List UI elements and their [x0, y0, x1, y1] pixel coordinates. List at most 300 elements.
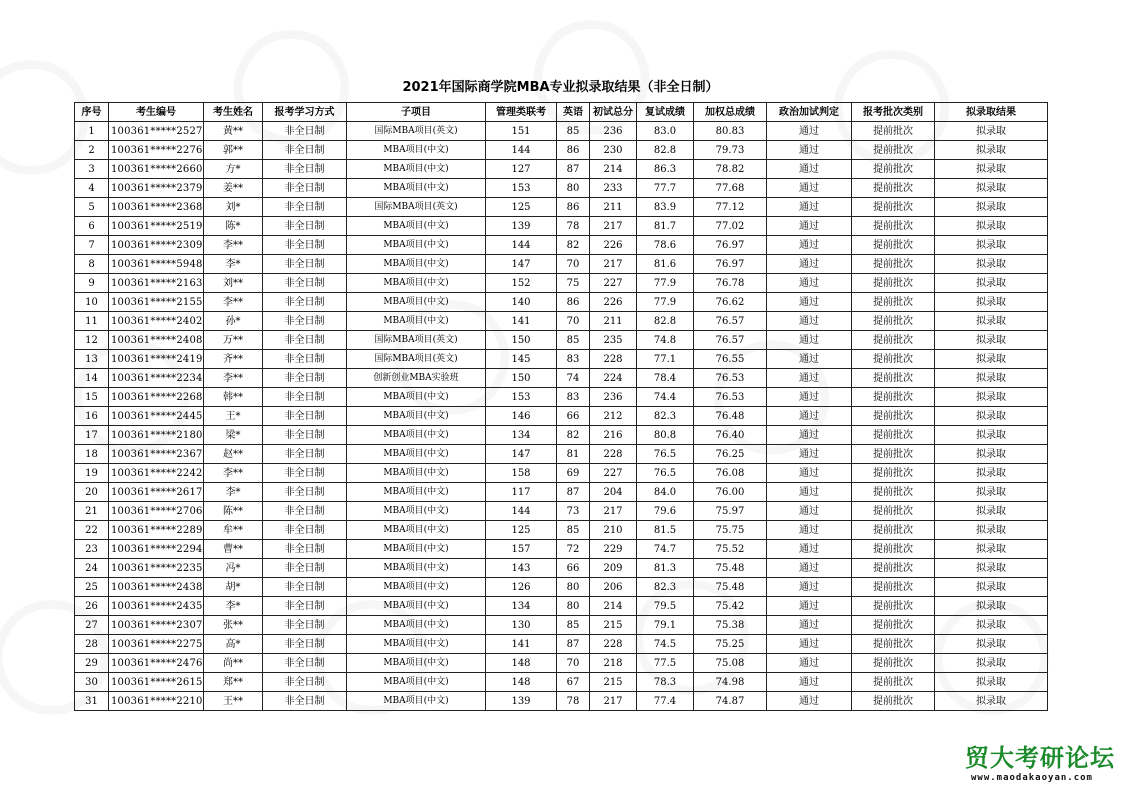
cell-weighted-total: 79.73	[694, 141, 767, 160]
cell-weighted-total: 76.53	[694, 388, 767, 407]
table-row	[75, 673, 1048, 692]
cell-study-mode: 非全日制	[263, 217, 347, 236]
cell-admission-result: 拟录取	[935, 350, 1048, 369]
cell-initial-total: 228	[590, 350, 637, 369]
cell-index: 19	[75, 464, 109, 483]
cell-english: 87	[557, 483, 590, 502]
table-row	[75, 312, 1048, 331]
cell-admission-result: 拟录取	[935, 141, 1048, 160]
cell-politics-check: 通过	[767, 274, 852, 293]
table-row	[75, 559, 1048, 578]
cell-index: 29	[75, 654, 109, 673]
cell-retest-score: 82.3	[637, 578, 694, 597]
cell-retest-score: 77.5	[637, 654, 694, 673]
cell-candidate-id: 100361*****2234	[109, 369, 204, 388]
cell-batch-type: 提前批次	[852, 445, 935, 464]
table-row	[75, 141, 1048, 160]
cell-candidate-id: 100361*****2435	[109, 597, 204, 616]
cell-index: 7	[75, 236, 109, 255]
cell-retest-score: 81.5	[637, 521, 694, 540]
cell-subprogram: MBA项目(中文)	[347, 274, 486, 293]
cell-english: 75	[557, 274, 590, 293]
cell-english: 73	[557, 502, 590, 521]
cell-name: 王*	[204, 407, 263, 426]
cell-initial-total: 233	[590, 179, 637, 198]
cell-english: 74	[557, 369, 590, 388]
cell-management-exam: 157	[486, 540, 557, 559]
cell-study-mode: 非全日制	[263, 331, 347, 350]
table-row	[75, 464, 1048, 483]
cell-candidate-id: 100361*****2660	[109, 160, 204, 179]
cell-admission-result: 拟录取	[935, 293, 1048, 312]
cell-study-mode: 非全日制	[263, 597, 347, 616]
cell-retest-score: 78.3	[637, 673, 694, 692]
cell-study-mode: 非全日制	[263, 445, 347, 464]
cell-subprogram: 国际MBA项目(英文)	[347, 122, 486, 141]
cell-initial-total: 215	[590, 616, 637, 635]
cell-weighted-total: 76.08	[694, 464, 767, 483]
cell-initial-total: 210	[590, 521, 637, 540]
cell-subprogram: 国际MBA项目(英文)	[347, 198, 486, 217]
cell-politics-check: 通过	[767, 217, 852, 236]
table-row	[75, 369, 1048, 388]
cell-subprogram: MBA项目(中文)	[347, 559, 486, 578]
table-row	[75, 616, 1048, 635]
cell-subprogram: MBA项目(中文)	[347, 464, 486, 483]
cell-study-mode: 非全日制	[263, 160, 347, 179]
table-row	[75, 331, 1048, 350]
col-header-study-mode: 报考学习方式	[263, 103, 347, 122]
cell-admission-result: 拟录取	[935, 312, 1048, 331]
cell-index: 14	[75, 369, 109, 388]
cell-study-mode: 非全日制	[263, 369, 347, 388]
cell-batch-type: 提前批次	[852, 597, 935, 616]
cell-study-mode: 非全日制	[263, 521, 347, 540]
cell-weighted-total: 74.87	[694, 692, 767, 711]
cell-admission-result: 拟录取	[935, 217, 1048, 236]
cell-name: 李*	[204, 597, 263, 616]
cell-admission-result: 拟录取	[935, 407, 1048, 426]
cell-management-exam: 147	[486, 255, 557, 274]
table-row	[75, 445, 1048, 464]
col-header-name: 考生姓名	[204, 103, 263, 122]
cell-name: 李**	[204, 293, 263, 312]
cell-english: 83	[557, 350, 590, 369]
cell-english: 70	[557, 255, 590, 274]
cell-admission-result: 拟录取	[935, 502, 1048, 521]
cell-study-mode: 非全日制	[263, 578, 347, 597]
cell-batch-type: 提前批次	[852, 616, 935, 635]
cell-management-exam: 125	[486, 198, 557, 217]
cell-candidate-id: 100361*****2210	[109, 692, 204, 711]
cell-batch-type: 提前批次	[852, 312, 935, 331]
table-row	[75, 122, 1048, 141]
cell-politics-check: 通过	[767, 635, 852, 654]
cell-admission-result: 拟录取	[935, 540, 1048, 559]
cell-weighted-total: 76.53	[694, 369, 767, 388]
cell-politics-check: 通过	[767, 578, 852, 597]
cell-politics-check: 通过	[767, 597, 852, 616]
cell-name: 刘**	[204, 274, 263, 293]
cell-batch-type: 提前批次	[852, 540, 935, 559]
cell-weighted-total: 75.25	[694, 635, 767, 654]
cell-candidate-id: 100361*****2402	[109, 312, 204, 331]
cell-name: 陈**	[204, 502, 263, 521]
cell-weighted-total: 75.48	[694, 559, 767, 578]
cell-weighted-total: 76.00	[694, 483, 767, 502]
cell-index: 3	[75, 160, 109, 179]
cell-study-mode: 非全日制	[263, 312, 347, 331]
cell-index: 12	[75, 331, 109, 350]
cell-index: 1	[75, 122, 109, 141]
col-header-candidate-id: 考生编号	[109, 103, 204, 122]
cell-candidate-id: 100361*****2268	[109, 388, 204, 407]
cell-subprogram: MBA项目(中文)	[347, 445, 486, 464]
cell-retest-score: 74.7	[637, 540, 694, 559]
table-row	[75, 293, 1048, 312]
cell-batch-type: 提前批次	[852, 293, 935, 312]
cell-batch-type: 提前批次	[852, 559, 935, 578]
cell-name: 李*	[204, 483, 263, 502]
cell-candidate-id: 100361*****2163	[109, 274, 204, 293]
cell-admission-result: 拟录取	[935, 198, 1048, 217]
cell-management-exam: 148	[486, 673, 557, 692]
cell-management-exam: 144	[486, 236, 557, 255]
cell-initial-total: 217	[590, 217, 637, 236]
cell-retest-score: 79.5	[637, 597, 694, 616]
cell-initial-total: 228	[590, 445, 637, 464]
cell-index: 22	[75, 521, 109, 540]
cell-english: 80	[557, 578, 590, 597]
cell-retest-score: 76.5	[637, 464, 694, 483]
cell-index: 17	[75, 426, 109, 445]
cell-candidate-id: 100361*****2519	[109, 217, 204, 236]
cell-english: 78	[557, 217, 590, 236]
cell-politics-check: 通过	[767, 426, 852, 445]
cell-index: 28	[75, 635, 109, 654]
brand-logo	[965, 744, 1123, 784]
cell-english: 69	[557, 464, 590, 483]
cell-candidate-id: 100361*****2476	[109, 654, 204, 673]
cell-subprogram: MBA项目(中文)	[347, 179, 486, 198]
cell-study-mode: 非全日制	[263, 540, 347, 559]
cell-name: 韩**	[204, 388, 263, 407]
cell-politics-check: 通过	[767, 692, 852, 711]
cell-retest-score: 74.4	[637, 388, 694, 407]
cell-retest-score: 74.5	[637, 635, 694, 654]
table-row	[75, 388, 1048, 407]
cell-weighted-total: 77.12	[694, 198, 767, 217]
cell-name: 胡*	[204, 578, 263, 597]
cell-study-mode: 非全日制	[263, 141, 347, 160]
cell-index: 4	[75, 179, 109, 198]
cell-weighted-total: 75.52	[694, 540, 767, 559]
cell-retest-score: 81.3	[637, 559, 694, 578]
cell-initial-total: 211	[590, 198, 637, 217]
cell-weighted-total: 76.25	[694, 445, 767, 464]
cell-politics-check: 通过	[767, 179, 852, 198]
cell-politics-check: 通过	[767, 673, 852, 692]
cell-politics-check: 通过	[767, 369, 852, 388]
cell-subprogram: 创新创业MBA实验班	[347, 369, 486, 388]
cell-subprogram: 国际MBA项目(英文)	[347, 350, 486, 369]
table-row	[75, 179, 1048, 198]
cell-index: 13	[75, 350, 109, 369]
cell-subprogram: MBA项目(中文)	[347, 388, 486, 407]
cell-admission-result: 拟录取	[935, 122, 1048, 141]
cell-management-exam: 153	[486, 179, 557, 198]
cell-candidate-id: 100361*****2438	[109, 578, 204, 597]
cell-politics-check: 通过	[767, 616, 852, 635]
cell-batch-type: 提前批次	[852, 331, 935, 350]
cell-candidate-id: 100361*****2307	[109, 616, 204, 635]
cell-retest-score: 83.0	[637, 122, 694, 141]
cell-index: 21	[75, 502, 109, 521]
cell-candidate-id: 100361*****2419	[109, 350, 204, 369]
cell-subprogram: MBA项目(中文)	[347, 483, 486, 502]
cell-name: 李**	[204, 369, 263, 388]
cell-management-exam: 150	[486, 331, 557, 350]
cell-initial-total: 224	[590, 369, 637, 388]
cell-candidate-id: 100361*****2615	[109, 673, 204, 692]
cell-politics-check: 通过	[767, 236, 852, 255]
cell-english: 81	[557, 445, 590, 464]
cell-initial-total: 227	[590, 464, 637, 483]
cell-index: 15	[75, 388, 109, 407]
cell-subprogram: MBA项目(中文)	[347, 692, 486, 711]
cell-politics-check: 通过	[767, 312, 852, 331]
cell-batch-type: 提前批次	[852, 407, 935, 426]
cell-weighted-total: 75.42	[694, 597, 767, 616]
cell-management-exam: 151	[486, 122, 557, 141]
cell-name: 齐**	[204, 350, 263, 369]
cell-candidate-id: 100361*****2368	[109, 198, 204, 217]
cell-batch-type: 提前批次	[852, 141, 935, 160]
cell-admission-result: 拟录取	[935, 616, 1048, 635]
col-header-subprogram: 子项目	[347, 103, 486, 122]
table-row	[75, 540, 1048, 559]
cell-index: 31	[75, 692, 109, 711]
cell-management-exam: 145	[486, 350, 557, 369]
cell-index: 18	[75, 445, 109, 464]
cell-management-exam: 139	[486, 217, 557, 236]
cell-study-mode: 非全日制	[263, 559, 347, 578]
cell-initial-total: 228	[590, 635, 637, 654]
col-header-batch-type: 报考批次类别	[852, 103, 935, 122]
cell-candidate-id: 100361*****2617	[109, 483, 204, 502]
cell-study-mode: 非全日制	[263, 426, 347, 445]
cell-name: 王**	[204, 692, 263, 711]
cell-subprogram: MBA项目(中文)	[347, 407, 486, 426]
cell-study-mode: 非全日制	[263, 388, 347, 407]
cell-management-exam: 139	[486, 692, 557, 711]
cell-admission-result: 拟录取	[935, 559, 1048, 578]
table-row	[75, 483, 1048, 502]
cell-english: 80	[557, 179, 590, 198]
cell-retest-score: 82.8	[637, 141, 694, 160]
cell-management-exam: 140	[486, 293, 557, 312]
cell-retest-score: 77.4	[637, 692, 694, 711]
cell-retest-score: 78.6	[637, 236, 694, 255]
cell-admission-result: 拟录取	[935, 692, 1048, 711]
cell-admission-result: 拟录取	[935, 578, 1048, 597]
cell-study-mode: 非全日制	[263, 198, 347, 217]
cell-name: 姜**	[204, 179, 263, 198]
cell-admission-result: 拟录取	[935, 331, 1048, 350]
cell-management-exam: 134	[486, 597, 557, 616]
cell-name: 牟**	[204, 521, 263, 540]
cell-index: 10	[75, 293, 109, 312]
cell-management-exam: 117	[486, 483, 557, 502]
cell-politics-check: 通过	[767, 122, 852, 141]
cell-name: 张**	[204, 616, 263, 635]
cell-batch-type: 提前批次	[852, 160, 935, 179]
cell-candidate-id: 100361*****5948	[109, 255, 204, 274]
cell-initial-total: 227	[590, 274, 637, 293]
cell-admission-result: 拟录取	[935, 179, 1048, 198]
cell-batch-type: 提前批次	[852, 502, 935, 521]
cell-name: 郑**	[204, 673, 263, 692]
cell-batch-type: 提前批次	[852, 236, 935, 255]
cell-english: 86	[557, 293, 590, 312]
cell-candidate-id: 100361*****2408	[109, 331, 204, 350]
cell-management-exam: 143	[486, 559, 557, 578]
cell-retest-score: 77.9	[637, 293, 694, 312]
cell-management-exam: 141	[486, 312, 557, 331]
cell-politics-check: 通过	[767, 521, 852, 540]
cell-initial-total: 214	[590, 597, 637, 616]
cell-management-exam: 127	[486, 160, 557, 179]
cell-politics-check: 通过	[767, 540, 852, 559]
table-row	[75, 217, 1048, 236]
cell-batch-type: 提前批次	[852, 274, 935, 293]
cell-batch-type: 提前批次	[852, 654, 935, 673]
cell-study-mode: 非全日制	[263, 293, 347, 312]
cell-english: 82	[557, 426, 590, 445]
cell-admission-result: 拟录取	[935, 673, 1048, 692]
cell-study-mode: 非全日制	[263, 483, 347, 502]
brand-name: 贸大考研论坛	[965, 744, 1115, 772]
cell-management-exam: 130	[486, 616, 557, 635]
cell-admission-result: 拟录取	[935, 445, 1048, 464]
cell-management-exam: 147	[486, 445, 557, 464]
cell-admission-result: 拟录取	[935, 388, 1048, 407]
cell-subprogram: MBA项目(中文)	[347, 160, 486, 179]
cell-study-mode: 非全日制	[263, 255, 347, 274]
col-header-initial-total: 初试总分	[590, 103, 637, 122]
cell-batch-type: 提前批次	[852, 521, 935, 540]
table-row	[75, 578, 1048, 597]
cell-admission-result: 拟录取	[935, 369, 1048, 388]
cell-name: 曹**	[204, 540, 263, 559]
cell-name: 李**	[204, 464, 263, 483]
cell-name: 梁*	[204, 426, 263, 445]
cell-admission-result: 拟录取	[935, 521, 1048, 540]
cell-initial-total: 217	[590, 255, 637, 274]
cell-english: 86	[557, 141, 590, 160]
cell-batch-type: 提前批次	[852, 426, 935, 445]
cell-initial-total: 230	[590, 141, 637, 160]
cell-retest-score: 77.7	[637, 179, 694, 198]
cell-study-mode: 非全日制	[263, 635, 347, 654]
cell-initial-total: 236	[590, 388, 637, 407]
cell-retest-score: 82.3	[637, 407, 694, 426]
cell-batch-type: 提前批次	[852, 198, 935, 217]
cell-retest-score: 77.1	[637, 350, 694, 369]
cell-subprogram: MBA项目(中文)	[347, 502, 486, 521]
cell-initial-total: 217	[590, 502, 637, 521]
cell-retest-score: 77.9	[637, 274, 694, 293]
table-row	[75, 502, 1048, 521]
cell-weighted-total: 75.97	[694, 502, 767, 521]
cell-weighted-total: 76.57	[694, 331, 767, 350]
cell-english: 67	[557, 673, 590, 692]
cell-initial-total: 218	[590, 654, 637, 673]
cell-management-exam: 134	[486, 426, 557, 445]
table-row	[75, 255, 1048, 274]
cell-index: 20	[75, 483, 109, 502]
cell-study-mode: 非全日制	[263, 464, 347, 483]
cell-politics-check: 通过	[767, 464, 852, 483]
cell-subprogram: MBA项目(中文)	[347, 673, 486, 692]
cell-study-mode: 非全日制	[263, 654, 347, 673]
cell-candidate-id: 100361*****2294	[109, 540, 204, 559]
cell-batch-type: 提前批次	[852, 217, 935, 236]
col-header-admission-result: 拟录取结果	[935, 103, 1048, 122]
table-row	[75, 407, 1048, 426]
table-row	[75, 350, 1048, 369]
cell-subprogram: MBA项目(中文)	[347, 654, 486, 673]
col-header-retest-score: 复试成绩	[637, 103, 694, 122]
cell-index: 27	[75, 616, 109, 635]
cell-management-exam: 148	[486, 654, 557, 673]
cell-retest-score: 84.0	[637, 483, 694, 502]
cell-name: 方*	[204, 160, 263, 179]
table-row	[75, 597, 1048, 616]
cell-index: 11	[75, 312, 109, 331]
cell-retest-score: 74.8	[637, 331, 694, 350]
cell-retest-score: 79.1	[637, 616, 694, 635]
cell-management-exam: 158	[486, 464, 557, 483]
cell-initial-total: 215	[590, 673, 637, 692]
cell-initial-total: 211	[590, 312, 637, 331]
cell-batch-type: 提前批次	[852, 464, 935, 483]
cell-study-mode: 非全日制	[263, 122, 347, 141]
cell-initial-total: 217	[590, 692, 637, 711]
cell-subprogram: MBA项目(中文)	[347, 597, 486, 616]
cell-admission-result: 拟录取	[935, 597, 1048, 616]
cell-name: 孙*	[204, 312, 263, 331]
cell-management-exam: 150	[486, 369, 557, 388]
cell-retest-score: 81.7	[637, 217, 694, 236]
cell-weighted-total: 76.40	[694, 426, 767, 445]
cell-batch-type: 提前批次	[852, 122, 935, 141]
cell-english: 85	[557, 616, 590, 635]
cell-subprogram: MBA项目(中文)	[347, 540, 486, 559]
cell-subprogram: MBA项目(中文)	[347, 635, 486, 654]
cell-politics-check: 通过	[767, 483, 852, 502]
cell-admission-result: 拟录取	[935, 464, 1048, 483]
cell-politics-check: 通过	[767, 388, 852, 407]
cell-subprogram: MBA项目(中文)	[347, 426, 486, 445]
cell-candidate-id: 100361*****2180	[109, 426, 204, 445]
cell-english: 66	[557, 559, 590, 578]
cell-retest-score: 78.4	[637, 369, 694, 388]
cell-batch-type: 提前批次	[852, 578, 935, 597]
cell-name: 赵**	[204, 445, 263, 464]
cell-candidate-id: 100361*****2445	[109, 407, 204, 426]
cell-index: 2	[75, 141, 109, 160]
